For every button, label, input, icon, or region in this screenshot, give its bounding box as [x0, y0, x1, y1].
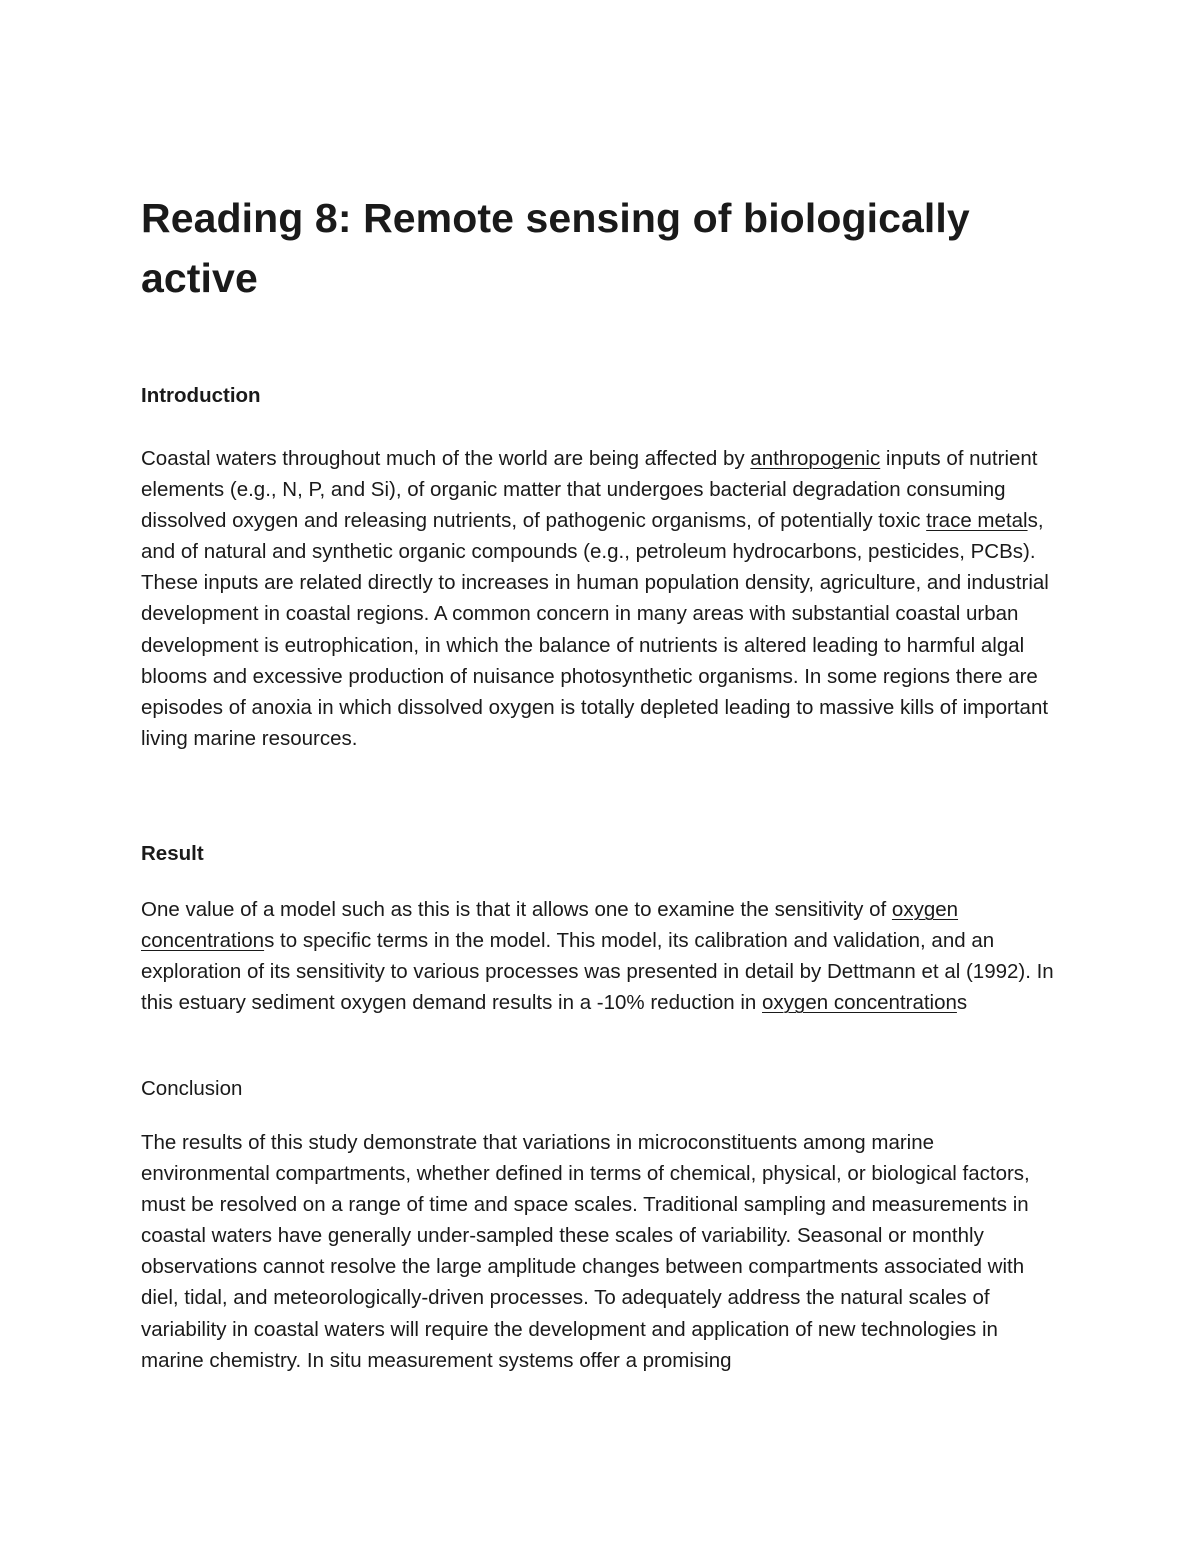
page-title: Reading 8: Remote sensing of biologically active — [141, 195, 970, 301]
result-text-2: s to specific terms in the model. This model, its calibration and validation, and an exploration of its sensitivity to various processes was presented in detail by Dettmann et al (1992). In this estuary sediment oxygen demand results in a -10% reduction in — [141, 929, 1054, 1015]
anthropogenic-link[interactable]: anthropogenic — [750, 447, 881, 470]
introduction-paragraph — [141, 443, 1066, 754]
oxygen-concentration-link-2[interactable]: oxygen concentration — [762, 991, 957, 1015]
result-text-1: One value of a model such as this is that it allows one to examine the sensitivity of — [141, 898, 892, 921]
oxygen-concentration-link-1[interactable]: oxygen concentration — [141, 898, 959, 953]
intro-text-2: inputs of nutrient elements (e.g., N, P, and Si), of organic matter that undergoes bacterial degradation consuming dissolved oxygen and releasing nutrients, of pathogenic organisms, of potentially toxic — [141, 447, 1038, 533]
result-text-3: s — [956, 991, 968, 1015]
intro-text-1: Coastal waters throughout much of the world are being affected by — [141, 447, 751, 470]
introduction-heading: Introduction — [141, 384, 261, 407]
result-heading: Result — [141, 842, 204, 865]
intro-text-3: s, and of natural and synthetic organic compounds (e.g., petroleum hydrocarbons, pesticides, PCBs). These inputs are related directly to increases in human population density, agriculture, and industrial development in coastal regions. A common concern in many areas with substantial coastal urban development is eutrophication, in which the balance of nutrients is altered leading to harmful algal blooms and excessive production of nuisance photosynthetic organisms. In some regions there are episodes of anoxia in which dissolved oxygen is totally depleted leading to massive kills of important living marine resources. — [141, 509, 1049, 750]
trace-metal-link[interactable]: trace metal — [926, 509, 1028, 533]
conclusion-paragraph: The results of this study demonstrate that variations in microconstituents among marine environmental compartments, whether defined in terms of chemical, physical, or biological factors, must be resolved on a range of time and space scales. Traditional sampling and measurements in coastal waters have generally under-sampled these scales of variability. Seasonal or monthly observations cannot resolve the large amplitude changes between compartments associated with diel, tidal, and meteorologically-driven processes. To adequately address the natural scales of variability in coastal waters will require the development and application of new technologies in marine chemistry. In situ measurement systems offer a promising — [141, 1131, 1030, 1372]
result-paragraph — [141, 894, 1066, 1018]
conclusion-heading: Conclusion — [141, 1077, 243, 1100]
